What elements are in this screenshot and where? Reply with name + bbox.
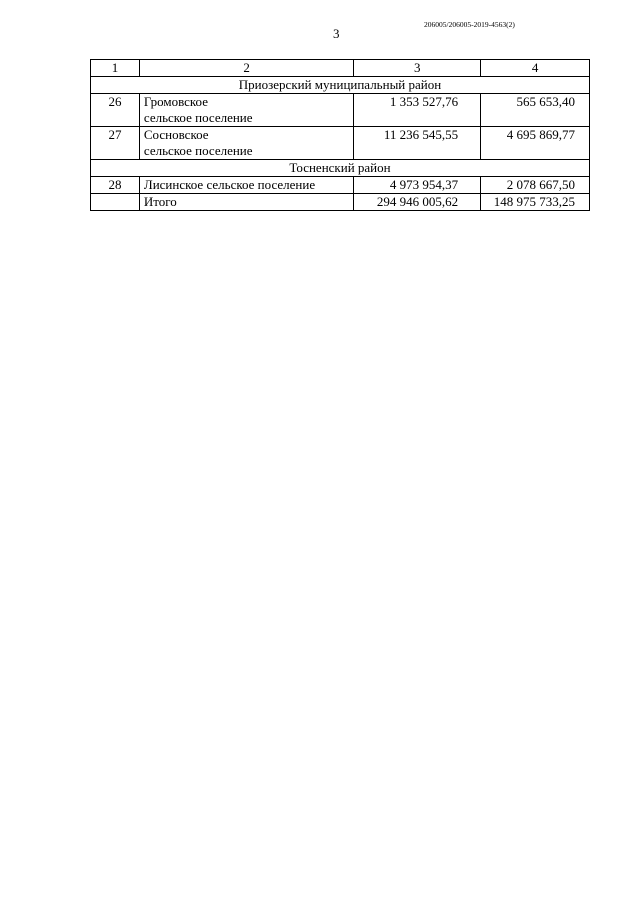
total-col4: 148 975 733,25 xyxy=(481,194,590,211)
settlement-name xyxy=(139,94,354,127)
amount-col4: 2 078 667,50 xyxy=(481,177,590,194)
section-title: Тосненский район xyxy=(91,160,590,177)
header-cell-3: 3 xyxy=(354,60,481,77)
amount-col3: 4 973 954,37 xyxy=(354,177,481,194)
total-row xyxy=(91,194,590,211)
amount-col3: 1 353 527,76 xyxy=(354,94,481,127)
header-cell-2: 2 xyxy=(139,60,354,77)
settlement-name xyxy=(139,127,354,160)
section-title: Приозерский муниципальный район xyxy=(91,77,590,94)
table-row xyxy=(91,127,590,160)
data-table xyxy=(90,59,590,211)
settlement-name-line: Сосновское xyxy=(143,127,209,142)
table-row xyxy=(91,94,590,127)
section-row-priozersky xyxy=(91,77,590,94)
settlement-name-line: Лисинское сельское поселение xyxy=(143,177,316,192)
document-code: 206005/206005-2019-4563(2) xyxy=(424,20,515,29)
row-number: 27 xyxy=(91,127,140,160)
table-header-row xyxy=(91,60,590,77)
total-empty-cell xyxy=(91,194,140,211)
row-number: 28 xyxy=(91,177,140,194)
row-number: 26 xyxy=(91,94,140,127)
settlement-name-line: сельское поселение xyxy=(143,110,253,125)
table-row xyxy=(91,177,590,194)
settlement-name-line: сельское поселение xyxy=(143,143,253,158)
section-row-tosnensky xyxy=(91,160,590,177)
total-col3: 294 946 005,62 xyxy=(354,194,481,211)
amount-col4: 565 653,40 xyxy=(481,94,590,127)
total-label: Итого xyxy=(139,194,354,211)
settlement-name xyxy=(139,177,354,194)
header-cell-1: 1 xyxy=(91,60,140,77)
amount-col3: 11 236 545,55 xyxy=(354,127,481,160)
page-number: 3 xyxy=(333,26,340,41)
header-cell-4: 4 xyxy=(481,60,590,77)
amount-col4: 4 695 869,77 xyxy=(481,127,590,160)
settlement-name-line: Громовское xyxy=(143,94,208,109)
